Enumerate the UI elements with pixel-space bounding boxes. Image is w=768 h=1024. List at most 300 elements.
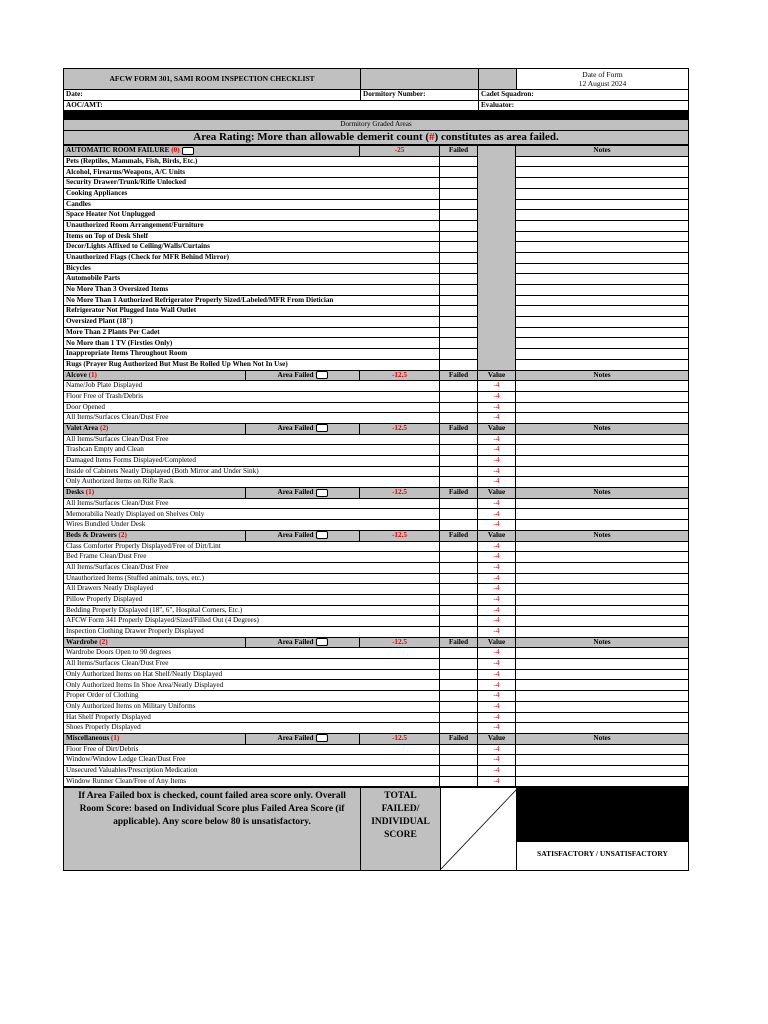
item-value: -4 (478, 776, 516, 787)
item-value: -4 (478, 723, 516, 734)
checklist-table (63, 145, 689, 787)
failed-checkbox-cell[interactable] (440, 594, 478, 605)
section-title (64, 733, 246, 744)
notes-cell[interactable] (516, 295, 689, 306)
title-spacer-2 (479, 69, 517, 90)
item-value: -4 (478, 552, 516, 563)
failed-checkbox-cell[interactable] (440, 445, 478, 456)
auto-failure-count: (0) (171, 146, 180, 155)
failed-checkbox-cell[interactable] (440, 220, 478, 231)
failed-checkbox-cell[interactable] (440, 413, 478, 424)
area-failed-checkbox[interactable] (316, 531, 328, 539)
failed-checkbox-cell[interactable] (440, 242, 478, 253)
failed-checkbox-cell[interactable] (440, 263, 478, 274)
section-label: Wardrobe (66, 637, 98, 646)
table-row (64, 381, 689, 392)
notes-cell[interactable] (516, 552, 689, 563)
checklist-item: All Items/Surfaces Clean/Dust Free (64, 413, 440, 424)
table-row (64, 744, 689, 755)
failed-checkbox-cell[interactable] (440, 456, 478, 467)
notes-column-header: Notes (516, 146, 689, 157)
checklist-item: All Items/Surfaces Clean/Dust Free (64, 562, 440, 573)
notes-cell[interactable] (516, 210, 689, 221)
failed-checkbox-cell[interactable] (440, 434, 478, 445)
auto-failure-title (64, 146, 360, 157)
table-row (64, 616, 689, 627)
table-row (64, 701, 689, 712)
section-title (64, 423, 246, 434)
table-row (64, 306, 689, 317)
failed-checkbox-cell[interactable] (440, 391, 478, 402)
section-count: (2) (99, 424, 109, 433)
date-of-form-label: Date of Form (582, 70, 623, 79)
failed-checkbox-cell[interactable] (440, 466, 478, 477)
table-row (64, 584, 689, 595)
dormitory-field[interactable]: Dormitory Number: (361, 90, 479, 101)
table-row (64, 445, 689, 456)
failed-checkbox-cell[interactable] (440, 659, 478, 670)
date-of-form-value: 12 August 2024 (578, 79, 627, 88)
table-row (64, 765, 689, 776)
failed-checkbox-cell[interactable] (440, 776, 478, 787)
notes-cell[interactable] (516, 755, 689, 766)
section-label: Alcove (66, 370, 87, 379)
item-value: -4 (478, 402, 516, 413)
failed-checkbox-cell[interactable] (440, 231, 478, 242)
checklist-item: Hat Shelf Properly Displayed (64, 712, 440, 723)
table-row (64, 188, 689, 199)
failed-checkbox-cell[interactable] (440, 359, 478, 370)
area-failed-label: Area Failed (277, 637, 314, 646)
failed-checkbox-cell[interactable] (440, 509, 478, 520)
value-column-header: Value (478, 530, 516, 541)
notes-cell[interactable] (516, 178, 689, 189)
notes-cell[interactable] (516, 616, 689, 627)
section-header-row (64, 370, 689, 381)
table-row (64, 178, 689, 189)
auto-failure-item: Rugs (Prayer Rug Authorized But Must Be Rolled Up When Not In Use) (64, 359, 440, 370)
section-count: (2) (118, 530, 127, 539)
checklist-item: Damaged Items Forms Displayed/Completed (64, 456, 440, 467)
notes-cell[interactable] (516, 477, 689, 488)
notes-cell[interactable] (516, 252, 689, 263)
notes-cell[interactable] (516, 317, 689, 328)
area-failed (246, 423, 360, 434)
section-score: -12.5 (360, 370, 440, 381)
checklist-item: Wires Bundled Under Desk (64, 520, 440, 531)
area-failed-label: Area Failed (277, 370, 314, 379)
table-row (64, 317, 689, 328)
failed-checkbox-cell[interactable] (440, 156, 478, 167)
area-failed-checkbox[interactable] (316, 489, 328, 497)
section-header-row (64, 530, 689, 541)
section-count: (1) (88, 370, 97, 379)
checklist-item: Pillow Properly Displayed (64, 594, 440, 605)
notes-cell[interactable] (516, 605, 689, 616)
table-row (64, 669, 689, 680)
area-failed-checkbox[interactable] (182, 147, 194, 155)
section-label: Beds & Drawers (66, 530, 117, 539)
notes-cell[interactable] (516, 381, 689, 392)
checklist-item: Window Runner Clean/Free of Any Items (64, 776, 440, 787)
checklist-item: Trashcan Empty and Clean (64, 445, 440, 456)
footer-instructions: If Area Failed box is checked, count failed area score only. Overall Room Score: based on Individual Score plus Failed Area Score (if applicable). Any score below 80 is unsatisfactory. (64, 788, 361, 871)
area-failed (246, 530, 360, 541)
checklist-item: Only Authorized Items on Hat Shelf/Neatly Displayed (64, 669, 440, 680)
failed-checkbox-cell[interactable] (440, 701, 478, 712)
total-score-cell[interactable] (441, 788, 517, 871)
value-column-header: Value (478, 488, 516, 499)
failed-checkbox-cell[interactable] (440, 306, 478, 317)
failed-column-header: Failed (440, 488, 478, 499)
notes-cell[interactable] (516, 327, 689, 338)
failed-checkbox-cell[interactable] (440, 669, 478, 680)
checklist-item: All Items/Surfaces Clean/Dust Free (64, 659, 440, 670)
area-failed-label: Area Failed (277, 488, 314, 497)
notes-cell[interactable] (516, 680, 689, 691)
auto-failure-item: Refrigerator Not Plugged Into Wall Outlet (64, 306, 440, 317)
item-value: -4 (478, 648, 516, 659)
failed-checkbox-cell[interactable] (440, 210, 478, 221)
item-value: -4 (478, 381, 516, 392)
table-row (64, 755, 689, 766)
failed-checkbox-cell[interactable] (440, 616, 478, 627)
notes-cell[interactable] (516, 466, 689, 477)
notes-cell[interactable] (516, 712, 689, 723)
section-label: Valet Area (66, 424, 99, 433)
failed-checkbox-cell[interactable] (440, 498, 478, 509)
notes-column-header: Notes (516, 370, 689, 381)
total-score-label: TOTAL FAILED/ INDIVIDUAL SCORE (361, 788, 441, 871)
failed-column-header: Failed (440, 146, 478, 157)
item-value: -4 (478, 520, 516, 531)
item-value: -4 (478, 541, 516, 552)
notes-cell[interactable] (516, 701, 689, 712)
failed-checkbox-cell[interactable] (440, 584, 478, 595)
failed-checkbox-cell[interactable] (440, 520, 478, 531)
checklist-item: Bed Frame Clean/Dust Free (64, 552, 440, 563)
section-label: Miscellaneous (66, 733, 110, 742)
table-row (64, 167, 689, 178)
checklist-item: Name/Job Plate Displayed (64, 381, 440, 392)
notes-cell[interactable] (516, 456, 689, 467)
failed-checkbox-cell[interactable] (440, 178, 478, 189)
failed-checkbox-cell[interactable] (440, 627, 478, 638)
item-value: -4 (478, 616, 516, 627)
notes-cell[interactable] (516, 498, 689, 509)
failed-checkbox-cell[interactable] (440, 317, 478, 328)
item-value: -4 (478, 562, 516, 573)
failed-checkbox-cell[interactable] (440, 755, 478, 766)
table-row (64, 359, 689, 370)
table-row (64, 680, 689, 691)
checklist-item: All Drawers Neatly Displayed (64, 584, 440, 595)
table-row (64, 627, 689, 638)
failed-checkbox-cell[interactable] (440, 402, 478, 413)
notes-cell[interactable] (516, 541, 689, 552)
checklist-item: Shoes Properly Displayed (64, 723, 440, 734)
table-row (64, 391, 689, 402)
graded-areas-header: Dormitory Graded Areas (64, 120, 689, 131)
checklist-item: Unauthorized Items (Stuffed animals, toys, etc.) (64, 573, 440, 584)
auto-failure-item: More Than 2 Plants Per Cadet (64, 327, 440, 338)
notes-cell[interactable] (516, 723, 689, 734)
table-row (64, 520, 689, 531)
table-row (64, 776, 689, 787)
item-value: -4 (478, 712, 516, 723)
section-label: Desks (66, 488, 84, 497)
notes-cell[interactable] (516, 199, 689, 210)
evaluator-field[interactable]: Evaluator: (479, 100, 689, 111)
item-value: -4 (478, 434, 516, 445)
date-field[interactable]: Date: (64, 90, 361, 101)
notes-cell[interactable] (516, 167, 689, 178)
table-row (64, 659, 689, 670)
notes-cell[interactable] (516, 562, 689, 573)
failed-checkbox-cell[interactable] (440, 327, 478, 338)
checklist-item: All Items/Surfaces Clean/Dust Free (64, 434, 440, 445)
auto-failure-item: Decor/Lights Affixed to Ceiling/Walls/Curtains (64, 242, 440, 253)
rating-prefix: Area Rating: More than allowable demerit count ( (193, 131, 430, 144)
failed-checkbox-cell[interactable] (440, 691, 478, 702)
checklist-item: Only Authorized Items on Rifle Rack (64, 477, 440, 488)
section-title (64, 530, 246, 541)
area-failed (246, 488, 360, 499)
squadron-field[interactable]: Cadet Squadron: (479, 90, 689, 101)
area-failed-checkbox[interactable] (316, 371, 328, 379)
date-of-form (517, 69, 689, 90)
result-label: SATISFACTORY / UNSATISFACTORY (537, 849, 668, 859)
auto-failure-item: Inappropriate Items Throughout Room (64, 349, 440, 360)
checklist-item: Window/Window Ledge Clean/Dust Free (64, 755, 440, 766)
failed-checkbox-cell[interactable] (440, 274, 478, 285)
checklist-item: Bedding Properly Displayed (18", 6", Hospital Corners, Etc.) (64, 605, 440, 616)
checklist-item: AFCW Form 341 Properly Displayed/Sized/Filled Out (4 Degrees) (64, 616, 440, 627)
table-row (64, 723, 689, 734)
notes-cell[interactable] (516, 231, 689, 242)
notes-column-header: Notes (516, 637, 689, 648)
failed-checkbox-cell[interactable] (440, 477, 478, 488)
section-header-row (64, 423, 689, 434)
section-score: -12.5 (360, 530, 440, 541)
failed-checkbox-cell[interactable] (440, 285, 478, 296)
black-divider (64, 111, 689, 120)
table-row (64, 285, 689, 296)
failed-checkbox-cell[interactable] (440, 167, 478, 178)
notes-cell[interactable] (516, 156, 689, 167)
failed-column-header: Failed (440, 370, 478, 381)
auto-failure-item: Pets (Reptiles, Mammals, Fish, Birds, Etc.) (64, 156, 440, 167)
notes-cell[interactable] (516, 285, 689, 296)
failed-checkbox-cell[interactable] (440, 712, 478, 723)
checklist-item: Proper Order of Clothing (64, 691, 440, 702)
area-failed-label: Area Failed (277, 733, 314, 742)
table-row (64, 434, 689, 445)
failed-checkbox-cell[interactable] (440, 252, 478, 263)
section-title (64, 370, 246, 381)
notes-cell[interactable] (516, 648, 689, 659)
table-row (64, 477, 689, 488)
inspection-form (63, 68, 688, 871)
item-value: -4 (478, 391, 516, 402)
section-header-row (64, 733, 689, 744)
failed-checkbox-cell[interactable] (440, 723, 478, 734)
rating-hash: # (429, 131, 435, 144)
section-count: (1) (85, 488, 95, 497)
notes-cell[interactable] (516, 765, 689, 776)
form-header-table (63, 68, 689, 145)
table-row (64, 541, 689, 552)
table-row (64, 242, 689, 253)
form-title: AFCW FORM 301, SAMI ROOM INSPECTION CHECKLIST (64, 69, 361, 90)
notes-cell[interactable] (516, 691, 689, 702)
failed-column-header: Failed (440, 637, 478, 648)
notes-cell[interactable] (516, 669, 689, 680)
failed-checkbox-cell[interactable] (440, 381, 478, 392)
section-title (64, 488, 246, 499)
notes-cell[interactable] (516, 627, 689, 638)
item-value: -4 (478, 498, 516, 509)
notes-cell[interactable] (516, 188, 689, 199)
notes-cell[interactable] (516, 263, 689, 274)
auto-black-block (478, 146, 516, 370)
notes-cell[interactable] (516, 359, 689, 370)
failed-checkbox-cell[interactable] (440, 680, 478, 691)
failed-checkbox-cell[interactable] (440, 541, 478, 552)
notes-cell[interactable] (516, 434, 689, 445)
notes-cell[interactable] (516, 306, 689, 317)
table-row (64, 349, 689, 360)
table-row (64, 156, 689, 167)
table-row (64, 605, 689, 616)
failed-checkbox-cell[interactable] (440, 188, 478, 199)
checklist-item: Class Comforter Properly Displayed/Free of Dirt/Lint (64, 541, 440, 552)
notes-cell[interactable] (516, 274, 689, 285)
footer-table (63, 787, 689, 871)
item-value: -4 (478, 765, 516, 776)
table-row (64, 338, 689, 349)
failed-checkbox-cell[interactable] (440, 605, 478, 616)
aoc-field[interactable]: AOC/AMT: (64, 100, 479, 111)
item-value: -4 (478, 659, 516, 670)
section-header-row (64, 637, 689, 648)
failed-checkbox-cell[interactable] (440, 338, 478, 349)
item-value: -4 (478, 744, 516, 755)
table-row (64, 413, 689, 424)
failed-column-header: Failed (440, 733, 478, 744)
area-failed (246, 370, 360, 381)
area-failed-checkbox[interactable] (316, 638, 328, 646)
checklist-item: Floor Free of Trash/Debris (64, 391, 440, 402)
failed-checkbox-cell[interactable] (440, 744, 478, 755)
checklist-item: Floor Free of Dirt/Debris (64, 744, 440, 755)
table-row (64, 199, 689, 210)
notes-cell[interactable] (516, 349, 689, 360)
notes-cell[interactable] (516, 445, 689, 456)
area-rating-banner (64, 131, 689, 145)
notes-cell[interactable] (516, 520, 689, 531)
checklist-item: Door Opened (64, 402, 440, 413)
auto-failure-item: Oversized Plant (18") (64, 317, 440, 328)
area-failed (246, 637, 360, 648)
item-value: -4 (478, 456, 516, 467)
title-spacer (361, 69, 479, 90)
notes-cell[interactable] (516, 584, 689, 595)
notes-cell[interactable] (516, 776, 689, 787)
section-count: (2) (99, 637, 108, 646)
failed-checkbox-cell[interactable] (440, 552, 478, 563)
notes-cell[interactable] (516, 413, 689, 424)
table-row (64, 648, 689, 659)
checklist-item: Memorabilia Neatly Displayed on Shelves Only (64, 509, 440, 520)
table-row (64, 327, 689, 338)
item-value: -4 (478, 594, 516, 605)
notes-cell[interactable] (516, 391, 689, 402)
failed-checkbox-cell[interactable] (440, 765, 478, 776)
failed-column-header: Failed (440, 530, 478, 541)
failed-checkbox-cell[interactable] (440, 349, 478, 360)
notes-cell[interactable] (516, 573, 689, 584)
area-failed-checkbox[interactable] (316, 424, 328, 432)
notes-cell[interactable] (516, 594, 689, 605)
table-row (64, 210, 689, 221)
item-value: -4 (478, 477, 516, 488)
item-value: -4 (478, 584, 516, 595)
table-row (64, 220, 689, 231)
failed-checkbox-cell[interactable] (440, 562, 478, 573)
notes-cell[interactable] (516, 220, 689, 231)
value-column-header: Value (478, 733, 516, 744)
notes-column-header: Notes (516, 488, 689, 499)
table-row (64, 594, 689, 605)
area-failed-label: Area Failed (277, 424, 314, 433)
auto-failure-header-row (64, 146, 689, 157)
notes-cell[interactable] (516, 242, 689, 253)
table-row (64, 509, 689, 520)
auto-failure-item: No More Than 1 Authorized Refrigerator Properly Sized/Labeled/MFR From Dietician (64, 295, 440, 306)
rating-suffix: ) constitutes as area failed. (434, 131, 559, 144)
section-score: -12.5 (360, 733, 440, 744)
item-value: -4 (478, 413, 516, 424)
failed-checkbox-cell[interactable] (440, 648, 478, 659)
failed-checkbox-cell[interactable] (440, 573, 478, 584)
auto-failure-item: No More than 1 TV (Firsties Only) (64, 338, 440, 349)
failed-column-header: Failed (440, 423, 478, 434)
failed-checkbox-cell[interactable] (440, 199, 478, 210)
notes-cell[interactable] (516, 338, 689, 349)
auto-failure-item: No More Than 3 Oversized Items (64, 285, 440, 296)
table-row (64, 263, 689, 274)
table-row (64, 466, 689, 477)
notes-cell[interactable] (516, 402, 689, 413)
checklist-item: Wardrobe Doors Open to 90 degrees (64, 648, 440, 659)
checklist-item: Only Authorized Items on Military Uniforms (64, 701, 440, 712)
notes-cell[interactable] (516, 509, 689, 520)
area-failed-checkbox[interactable] (316, 734, 328, 742)
table-row (64, 274, 689, 285)
item-value: -4 (478, 701, 516, 712)
notes-cell[interactable] (516, 659, 689, 670)
auto-failure-item: Security Drawer/Trunk/Rifle Unlocked (64, 178, 440, 189)
table-row (64, 691, 689, 702)
notes-cell[interactable] (516, 744, 689, 755)
section-score: -12.5 (360, 488, 440, 499)
table-row (64, 562, 689, 573)
checklist-item: Inside of Cabinets Neatly Displayed (Both Mirror and Under Sink) (64, 466, 440, 477)
failed-checkbox-cell[interactable] (440, 295, 478, 306)
table-row (64, 295, 689, 306)
table-row (64, 402, 689, 413)
